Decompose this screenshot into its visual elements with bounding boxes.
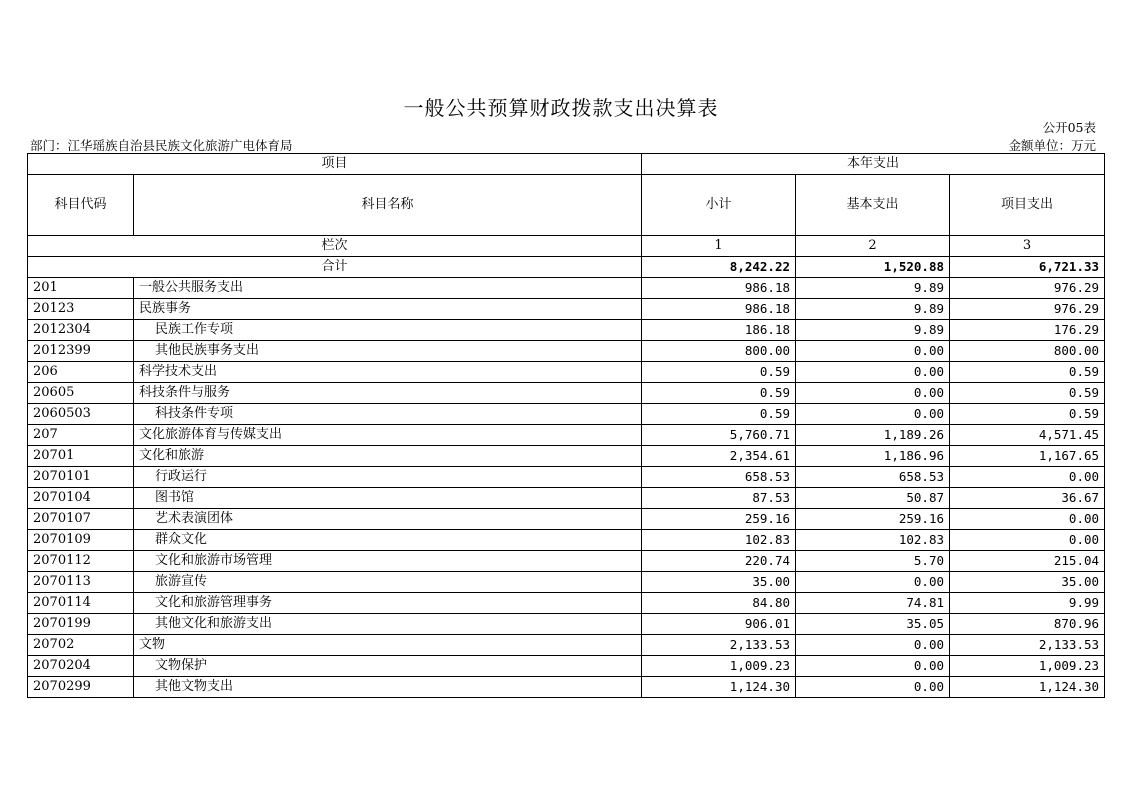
- subtotal-cell: 5,760.71: [642, 425, 796, 446]
- subject-code-cell: 207: [28, 425, 134, 446]
- subtotal-cell: 0.59: [642, 362, 796, 383]
- subtotal-cell: 986.18: [642, 299, 796, 320]
- project-cell: 2,133.53: [950, 635, 1105, 656]
- basic-cell: 1,189.26: [796, 425, 950, 446]
- basic-cell: 0.00: [796, 572, 950, 593]
- table-row: [28, 509, 1105, 530]
- subject-code-cell: 2070199: [28, 614, 134, 635]
- subject-name-cell: 旅游宣传: [134, 572, 642, 593]
- table-row: [28, 530, 1105, 551]
- subject-name-cell: 科技条件与服务: [134, 383, 642, 404]
- subject-code-cell: 2070107: [28, 509, 134, 530]
- basic-cell: 35.05: [796, 614, 950, 635]
- table-row: [28, 362, 1105, 383]
- total-project: 6,721.33: [950, 257, 1105, 278]
- subtotal-cell: 87.53: [642, 488, 796, 509]
- project-cell: 4,571.45: [950, 425, 1105, 446]
- subject-code-cell: 2070299: [28, 677, 134, 698]
- table-row: [28, 299, 1105, 320]
- subject-code-cell: 201: [28, 278, 134, 299]
- total-row: [28, 257, 1105, 278]
- subject-code-cell: 20702: [28, 635, 134, 656]
- header-current-year: 本年支出: [642, 154, 1105, 175]
- column-index-1: 1: [642, 236, 796, 257]
- basic-cell: 9.89: [796, 320, 950, 341]
- basic-cell: 658.53: [796, 467, 950, 488]
- table-row: [28, 425, 1105, 446]
- table-row: [28, 551, 1105, 572]
- subject-code-cell: 2070101: [28, 467, 134, 488]
- subject-name-cell: 民族工作专项: [134, 320, 642, 341]
- table-row: [28, 656, 1105, 677]
- subject-name-cell: 文物保护: [134, 656, 642, 677]
- project-cell: 800.00: [950, 341, 1105, 362]
- header-subject-code: 科目代码: [28, 175, 134, 236]
- subtotal-cell: 800.00: [642, 341, 796, 362]
- subject-name-cell: 图书馆: [134, 488, 642, 509]
- project-cell: 976.29: [950, 299, 1105, 320]
- table-row: [28, 467, 1105, 488]
- table-row: [28, 572, 1105, 593]
- basic-cell: 0.00: [796, 341, 950, 362]
- subject-name-cell: 文化和旅游市场管理: [134, 551, 642, 572]
- subject-code-cell: 2012304: [28, 320, 134, 341]
- unit-label: 金额单位：万元: [1008, 138, 1096, 153]
- subject-name-cell: 行政运行: [134, 467, 642, 488]
- basic-cell: 0.00: [796, 656, 950, 677]
- subject-name-cell: 其他民族事务支出: [134, 341, 642, 362]
- form-code: 公开05表: [1042, 120, 1096, 135]
- subject-name-cell: 文物: [134, 635, 642, 656]
- header-subtotal: 小计: [642, 175, 796, 236]
- subject-name-cell: 文化和旅游: [134, 446, 642, 467]
- basic-cell: 9.89: [796, 299, 950, 320]
- subtotal-cell: 0.59: [642, 404, 796, 425]
- basic-cell: 50.87: [796, 488, 950, 509]
- project-cell: 176.29: [950, 320, 1105, 341]
- subject-code-cell: 2070113: [28, 572, 134, 593]
- header-row-1: [28, 154, 1105, 175]
- subject-name-cell: 群众文化: [134, 530, 642, 551]
- project-cell: 0.00: [950, 467, 1105, 488]
- table-row: [28, 341, 1105, 362]
- project-cell: 0.00: [950, 530, 1105, 551]
- basic-cell: 0.00: [796, 404, 950, 425]
- subtotal-cell: 2,354.61: [642, 446, 796, 467]
- project-cell: 9.99: [950, 593, 1105, 614]
- table-row: [28, 446, 1105, 467]
- subtotal-cell: 906.01: [642, 614, 796, 635]
- subject-code-cell: 2070204: [28, 656, 134, 677]
- header-basic: 基本支出: [796, 175, 950, 236]
- column-index-row: [28, 236, 1105, 257]
- subject-name-cell: 艺术表演团体: [134, 509, 642, 530]
- header-subject-name: 科目名称: [134, 175, 642, 236]
- subject-code-cell: 20701: [28, 446, 134, 467]
- subtotal-cell: 186.18: [642, 320, 796, 341]
- table-row: [28, 677, 1105, 698]
- subject-name-cell: 文化和旅游管理事务: [134, 593, 642, 614]
- subject-code-cell: 206: [28, 362, 134, 383]
- basic-cell: 0.00: [796, 677, 950, 698]
- project-cell: 0.59: [950, 383, 1105, 404]
- subject-name-cell: 民族事务: [134, 299, 642, 320]
- project-cell: 870.96: [950, 614, 1105, 635]
- table-row: [28, 320, 1105, 341]
- subject-code-cell: 20605: [28, 383, 134, 404]
- subject-code-cell: 2070104: [28, 488, 134, 509]
- expenditure-table: [27, 153, 1105, 698]
- column-index-2: 2: [796, 236, 950, 257]
- subject-code-cell: 2070112: [28, 551, 134, 572]
- project-cell: 0.59: [950, 404, 1105, 425]
- total-basic: 1,520.88: [796, 257, 950, 278]
- subtotal-cell: 220.74: [642, 551, 796, 572]
- table-row: [28, 488, 1105, 509]
- subject-name-cell: 科技条件专项: [134, 404, 642, 425]
- subtotal-cell: 658.53: [642, 467, 796, 488]
- basic-cell: 0.00: [796, 635, 950, 656]
- header-project: 项目: [28, 154, 642, 175]
- basic-cell: 0.00: [796, 383, 950, 404]
- subtotal-cell: 986.18: [642, 278, 796, 299]
- subject-name-cell: 其他文化和旅游支出: [134, 614, 642, 635]
- subject-name-cell: 文化旅游体育与传媒支出: [134, 425, 642, 446]
- subject-code-cell: 2070109: [28, 530, 134, 551]
- subtotal-cell: 1,009.23: [642, 656, 796, 677]
- project-cell: 215.04: [950, 551, 1105, 572]
- basic-cell: 0.00: [796, 362, 950, 383]
- project-cell: 35.00: [950, 572, 1105, 593]
- project-cell: 1,167.65: [950, 446, 1105, 467]
- table-row: [28, 593, 1105, 614]
- basic-cell: 74.81: [796, 593, 950, 614]
- subject-code-cell: 2070114: [28, 593, 134, 614]
- project-cell: 976.29: [950, 278, 1105, 299]
- project-cell: 0.59: [950, 362, 1105, 383]
- table-row: [28, 278, 1105, 299]
- basic-cell: 9.89: [796, 278, 950, 299]
- subtotal-cell: 35.00: [642, 572, 796, 593]
- column-index-label: 栏次: [28, 236, 642, 257]
- page-title: 一般公共预算财政拨款支出决算表: [403, 96, 719, 120]
- subtotal-cell: 1,124.30: [642, 677, 796, 698]
- basic-cell: 259.16: [796, 509, 950, 530]
- header-row-2: [28, 175, 1105, 236]
- basic-cell: 5.70: [796, 551, 950, 572]
- subtotal-cell: 2,133.53: [642, 635, 796, 656]
- subject-code-cell: 2060503: [28, 404, 134, 425]
- subject-code-cell: 20123: [28, 299, 134, 320]
- subject-name-cell: 一般公共服务支出: [134, 278, 642, 299]
- department-label: 部门：江华瑶族自治县民族文化旅游广电体育局: [30, 138, 293, 153]
- project-cell: 0.00: [950, 509, 1105, 530]
- table-row: [28, 383, 1105, 404]
- subtotal-cell: 0.59: [642, 383, 796, 404]
- basic-cell: 102.83: [796, 530, 950, 551]
- header-project-expenditure: 项目支出: [950, 175, 1105, 236]
- basic-cell: 1,186.96: [796, 446, 950, 467]
- subject-name-cell: 科学技术支出: [134, 362, 642, 383]
- table-row: [28, 404, 1105, 425]
- total-subtotal: 8,242.22: [642, 257, 796, 278]
- project-cell: 36.67: [950, 488, 1105, 509]
- subtotal-cell: 259.16: [642, 509, 796, 530]
- subtotal-cell: 84.80: [642, 593, 796, 614]
- subject-name-cell: 其他文物支出: [134, 677, 642, 698]
- subtotal-cell: 102.83: [642, 530, 796, 551]
- project-cell: 1,124.30: [950, 677, 1105, 698]
- total-label: 合计: [28, 257, 642, 278]
- subject-code-cell: 2012399: [28, 341, 134, 362]
- column-index-3: 3: [950, 236, 1105, 257]
- table-row: [28, 635, 1105, 656]
- project-cell: 1,009.23: [950, 656, 1105, 677]
- table-row: [28, 614, 1105, 635]
